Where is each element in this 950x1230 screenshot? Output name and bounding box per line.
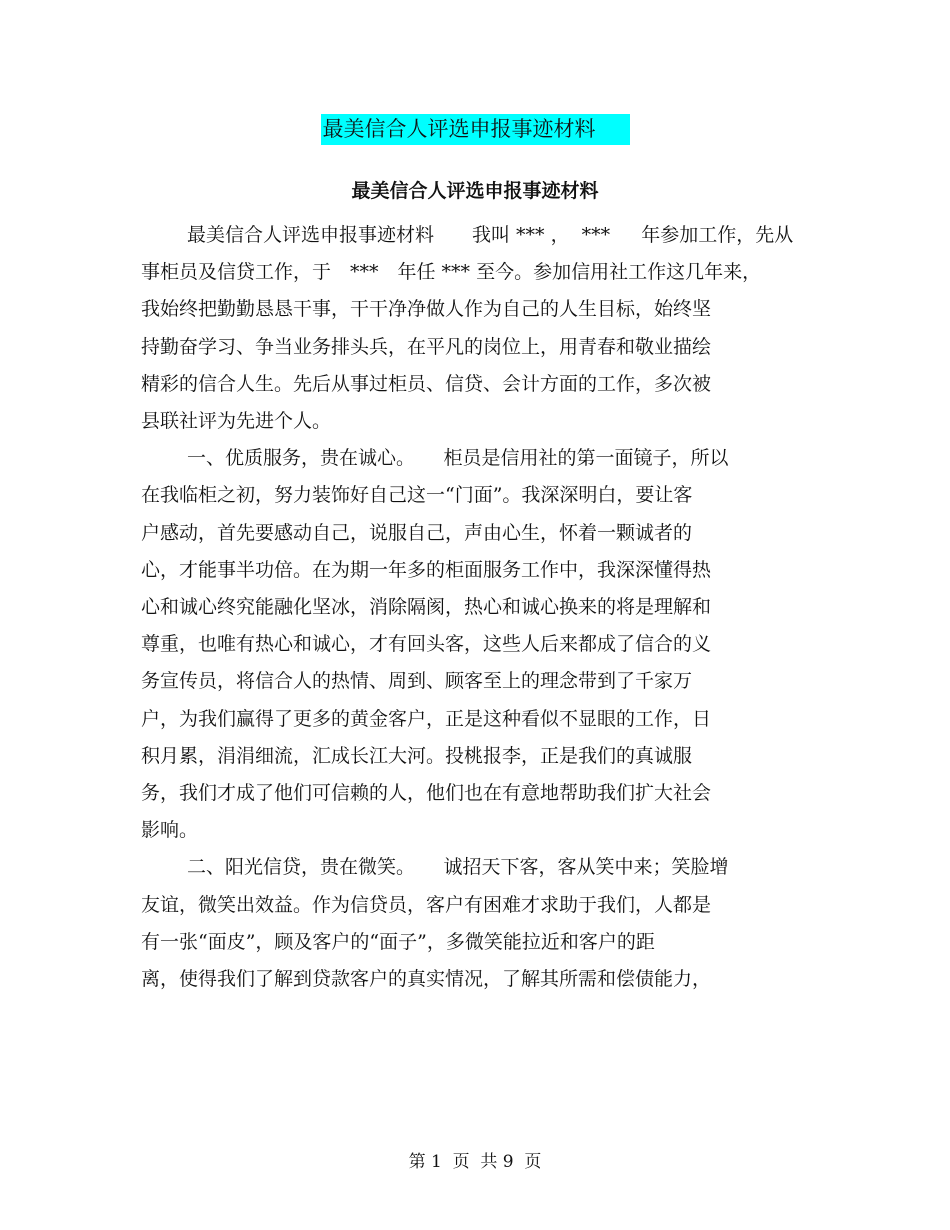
body-line: 最美信合人评选申报事迹材料 我叫 *** ， *** 年参加工作，先从: [187, 224, 794, 246]
title-container: [0, 114, 950, 145]
body-line: 务，我们才成了他们可信赖的人，他们也在有意地帮助我们扩大社会: [141, 782, 712, 805]
body-line: 有一张“面皮”，顾及客户的“面子”，多微笑能拉近和客户的距: [141, 930, 655, 953]
body-line: 县联社评为先进个人。: [141, 410, 332, 433]
body-line: 二、阳光信贷，贵在微笑。 诚招天下客，客从笑中来；笑脸增: [187, 856, 729, 879]
body-line: 尊重，也唯有热心和诚心，才有回头客，这些人后来都成了信合的义: [141, 633, 712, 656]
body-line: 心，才能事半功倍。在为期一年多的柜面服务工作中，我深深懂得热: [141, 558, 712, 581]
body-line: 我始终把勤勤恳恳干事，干干净净做人作为自己的人生目标，始终坚: [141, 298, 712, 321]
body-line: 户，为我们赢得了更多的黄金客户，正是这种看似不显眼的工作，日: [141, 707, 712, 730]
body-line: 事柜员及信贷工作，于 *** 年任 *** 至今。参加信用社工作这几年来，: [141, 261, 762, 284]
body-line: 友谊，微笑出效益。作为信贷员，客户有困难才求助于我们，人都是: [141, 893, 712, 916]
body-line: 精彩的信合人生。先后从事过柜员、信贷、会计方面的工作，多次被: [141, 372, 712, 395]
body-line: 积月累，涓涓细流，汇成长江大河。投桃报李，正是我们的真诚服: [141, 744, 693, 767]
body-line: 一、优质服务，贵在诚心。 柜员是信用社的第一面镜子，所以: [187, 447, 729, 470]
document-body: [141, 217, 821, 998]
page-indicator: 第 1 页 共 9 页: [408, 1152, 542, 1172]
body-line: 持勤奋学习、争当业务排头兵，在平凡的岗位上，用青春和敬业描绘: [141, 335, 712, 358]
body-line: 影响。: [141, 819, 199, 842]
body-line: 户感动，首先要感动自己，说服自己，声由心生，怀着一颗诚者的: [141, 521, 693, 544]
document-title: 最美信合人评选申报事迹材料: [321, 114, 630, 145]
body-line: 务宣传员，将信合人的热情、周到、顾客至上的理念带到了千家万: [141, 670, 693, 693]
body-line: 离，使得我们了解到贷款客户的真实情况，了解其所需和偿债能力，: [141, 968, 712, 991]
body-line: 在我临柜之初，努力装饰好自己这一“门面”。我深深明白，要让客: [141, 484, 693, 507]
document-subtitle: 最美信合人评选申报事迹材料: [351, 180, 599, 202]
body-line: 心和诚心终究能融化坚冰，消除隔阂，热心和诚心换来的将是理解和: [141, 596, 712, 619]
